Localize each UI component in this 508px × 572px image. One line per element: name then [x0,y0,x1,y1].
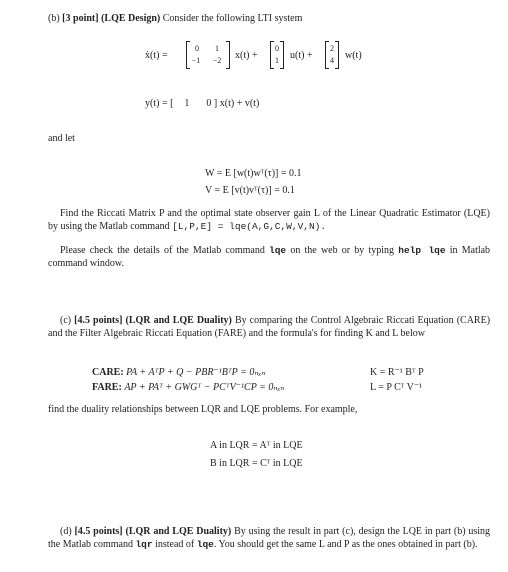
part-d-label: (d) [60,526,72,537]
matrix-g-2: 4 [330,56,334,65]
matrix-a-22: −2 [212,56,222,65]
lqe-command: [L,P,E] = lqe(A,G,C,W,V,N). [172,220,327,232]
care-gain: K = R⁻¹ Bᵀ P [370,367,424,378]
state-lhs: ẋ(t) = [145,50,168,61]
matrix-c-1: 1 [184,98,190,109]
part-b-intro: Consider the following LTI system [162,13,303,24]
matrix-b [270,41,284,69]
part-d-text-1: By using the result in part (c), design the LQE in part (b) using the Matlab command [48,526,491,550]
matrix-g-1: 2 [330,44,334,53]
find-duality-text: find the duality relationships between LQR and LQE problems. For example, [48,404,358,415]
part-c-intro-text: By comparing the Control Algebraic Riccati Equation (CARE) and the Filter Algebraic Riccati Equation (FARE) and the formula's for finding K and L below [48,315,491,339]
output-rhs: ] x(t) + v(t) [213,98,260,109]
matrix-a-21: −1 [191,56,201,65]
check-text-2: on the web or by typing [290,245,395,256]
check-cmd-lqe: lqe [269,245,287,256]
v-covariance: V = E [v(t)vᵀ(τ)] = 0.1 [205,185,295,196]
check-text-3: in Matlab command window. [48,245,491,269]
fare-line [92,382,284,393]
duality-2: B in LQR = Cᵀ in LQE [210,458,303,469]
part-b-task-text: Find the Riccati Matrix P and the optimal state observer gain L of the Linear Quadratic Estimator (LQE) by using the Matlab command [48,208,490,232]
part-b-task [48,208,490,233]
part-b-label: (b) [48,13,60,24]
part-d-text-3: . You should get the same L and P as the ones obtained in part (b). [213,538,478,550]
matrix-a [186,41,230,69]
care-equation: PA + AᵀP + Q − PBR⁻¹BᵀP = 0ₙₓₙ [126,367,266,378]
output-lhs: y(t) = [ [145,98,174,109]
care-label: CARE: [92,367,124,378]
w-covariance: W = E [w(t)wᵀ(τ)] = 0.1 [205,168,302,179]
check-text-1: Please check the details of the Matlab command [60,245,265,256]
fare-gain: L = P Cᵀ V⁻¹ [370,382,423,393]
part-d-cmd-lqr: lqr [135,538,153,550]
part-b-heading [48,13,302,26]
part-b-points: [3 point] [62,13,99,24]
care-line [92,367,265,378]
part-d-title: (LQR and LQE Duality) [125,526,232,537]
fare-label: FARE: [92,382,122,393]
fare-equation: AP + PAᵀ + GWGᵀ − PCᵀV⁻¹CP = 0ₙₓₙ [124,382,285,393]
matrix-a-11: 0 [195,44,199,53]
part-b-title: (LQE Design) [101,13,161,24]
part-d-text-2: instead of [155,538,195,550]
matrix-a-12: 1 [215,44,219,53]
matrix-b-1: 0 [275,44,279,53]
part-c-points: [4.5 points] [74,315,123,326]
duality-1: A in LQR = Aᵀ in LQE [210,440,303,451]
part-c-intro [48,315,490,340]
part-d-text [48,526,490,551]
x-term: x(t) + [235,50,258,61]
part-c-label: (c) [60,315,72,326]
part-b-check [48,245,490,270]
matrix-b-2: 1 [275,56,279,65]
and-let-text: and let [48,133,75,144]
part-d-cmd-lqe: lqe [196,538,214,550]
check-cmd-help: help lqe [398,245,446,256]
w-term: w(t) [345,50,362,61]
matrix-g [325,41,339,69]
output-equation [145,98,259,109]
part-d-points: [4.5 points] [74,526,123,537]
matrix-c-2: 0 [206,98,212,109]
part-c-title: (LQR and LQE Duality) [125,315,232,326]
u-term: u(t) + [290,50,313,61]
